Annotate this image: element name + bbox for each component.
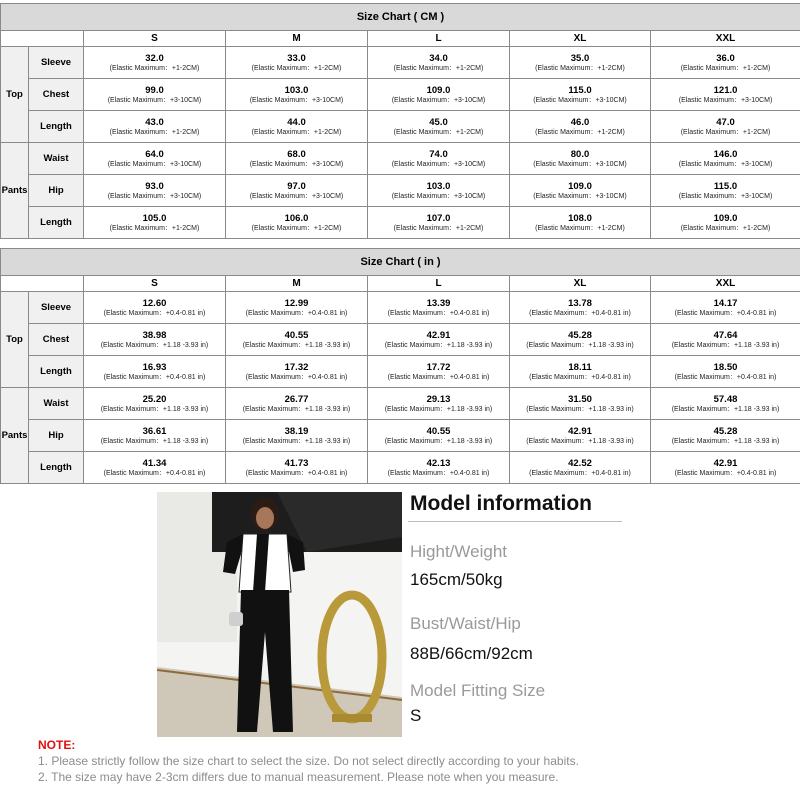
elastic-note: (Elastic Maximum：+0.4-0.81 in) [245,309,348,317]
cm-chart-size-header: XL [510,31,651,47]
measurement-value: 109.0 [713,212,738,224]
cm-chart-value-cell [226,79,368,111]
elastic-note: (Elastic Maximum：+1-2CM) [535,224,625,232]
measurement-value: 45.0 [429,116,448,128]
measurement-value: 34.0 [429,52,448,64]
in-chart-value-cell [368,324,510,356]
elastic-note: (Elastic Maximum：+0.4-0.81 in) [103,373,206,381]
in-chart-value-cell [368,452,510,484]
cm-chart-row [1,79,800,111]
elastic-note: (Elastic Maximum：+3-10CM) [678,96,773,104]
in-chart-row [1,356,800,388]
elastic-note: (Elastic Maximum：+1-2CM) [680,224,771,232]
in-chart-measure-label: Hip [29,420,84,452]
measurement-value: 47.0 [716,116,735,128]
measurement-value: 80.0 [570,148,590,160]
elastic-note: (Elastic Maximum：+3-10CM) [249,192,344,200]
elastic-note: (Elastic Maximum：+3-10CM) [249,160,344,168]
cm-chart-row [1,111,800,143]
measurement-value: 109.0 [568,180,592,192]
model-info-title: Model information [410,492,592,515]
cm-chart-group-label: Pants [1,143,29,239]
cm-chart-measure-label: Hip [29,175,84,207]
in-chart-value-cell [368,292,510,324]
elastic-note: (Elastic Maximum：+1.18 -3.93 in) [384,437,493,445]
in-chart-value-cell [84,324,226,356]
height-weight-value: 165cm/50kg [410,570,503,589]
elastic-note: (Elastic Maximum：+1.18 -3.93 in) [671,437,780,445]
measurement-value: 42.52 [568,457,592,469]
cm-chart-value-cell [368,175,510,207]
note-line-1: 1. Please strictly follow the size chart to select the size. Do not select directly according to your habits. [38,754,579,768]
in-chart-measure-label: Waist [29,388,84,420]
in-chart-value-cell [510,388,651,420]
in-chart-value-cell [84,452,226,484]
in-chart-size-header: XL [510,276,651,292]
measurement-value: 13.39 [426,297,451,309]
in-chart-value-cell [84,292,226,324]
measurement-value: 93.0 [145,180,164,192]
size-chart-in [0,248,800,484]
in-chart-title: Size Chart ( in ) [1,249,800,276]
cm-chart-value-cell [226,143,368,175]
measurement-value: 17.32 [284,361,309,373]
cm-chart-value-cell [226,47,368,79]
in-chart-value-cell [84,420,226,452]
model-photo-illustration [157,492,402,737]
in-chart-row [1,292,800,324]
measurement-value: 42.91 [713,457,738,469]
model-info-divider [408,521,622,522]
measurement-value: 74.0 [429,148,448,160]
cm-chart-value-cell [368,143,510,175]
elastic-note: (Elastic Maximum：+3-10CM) [533,96,627,104]
elastic-note: (Elastic Maximum：+0.4-0.81 in) [103,309,206,317]
elastic-note: (Elastic Maximum：+3-10CM) [391,192,486,200]
in-chart-value-cell [84,388,226,420]
in-chart-value-cell [368,388,510,420]
elastic-note: (Elastic Maximum：+1.18 -3.93 in) [242,405,351,413]
in-chart-row [1,388,800,420]
in-chart-value-cell [651,388,800,420]
cm-chart-value-cell [510,79,651,111]
in-chart-value-cell [226,388,368,420]
measurement-value: 97.0 [287,180,306,192]
measurement-value: 17.72 [426,361,451,373]
elastic-note: (Elastic Maximum：+1-2CM) [393,64,484,72]
elastic-note: (Elastic Maximum：+1-2CM) [109,224,200,232]
measurement-value: 14.17 [713,297,738,309]
in-chart-row [1,324,800,356]
measurement-value: 64.0 [145,148,164,160]
elastic-note: (Elastic Maximum：+1-2CM) [109,128,200,136]
cm-chart-value-cell [510,175,651,207]
measurement-value: 46.0 [570,116,590,128]
elastic-note: (Elastic Maximum：+1.18 -3.93 in) [384,341,493,349]
in-chart-value-cell [368,356,510,388]
cm-chart-value-cell [84,79,226,111]
in-chart-measure-label: Chest [29,324,84,356]
elastic-note: (Elastic Maximum：+1-2CM) [251,224,342,232]
measurement-value: 103.0 [284,84,309,96]
in-chart-value-cell [651,324,800,356]
in-chart-value-cell [510,356,651,388]
cm-chart-value-cell [84,143,226,175]
elastic-note: (Elastic Maximum：+1.18 -3.93 in) [100,341,209,349]
cm-chart-value-cell [651,111,800,143]
elastic-note: (Elastic Maximum：+1.18 -3.93 in) [671,405,780,413]
cm-chart-size-header: XXL [651,31,800,47]
in-chart-measure-label: Sleeve [29,292,84,324]
measurement-value: 38.98 [142,329,167,341]
measurement-value: 103.0 [426,180,451,192]
measurement-value: 13.78 [568,297,592,309]
in-chart-value-cell [226,356,368,388]
cm-chart-value-cell [651,207,800,239]
measurement-value: 105.0 [142,212,167,224]
measurement-value: 45.28 [713,425,738,437]
measurement-value: 106.0 [284,212,309,224]
in-chart-row [1,452,800,484]
measurement-value: 12.60 [142,297,167,309]
in-chart-value-cell [510,452,651,484]
cm-chart-row [1,143,800,175]
elastic-note: (Elastic Maximum：+0.4-0.81 in) [245,373,348,381]
in-chart-value-cell [226,420,368,452]
bust-waist-hip-value: 88B/66cm/92cm [410,644,533,663]
elastic-note: (Elastic Maximum：+1-2CM) [680,64,771,72]
measurement-value: 40.55 [284,329,309,341]
measurement-value: 43.0 [145,116,164,128]
cm-chart-size-header: S [84,31,226,47]
in-chart-value-cell [510,324,651,356]
measurement-value: 68.0 [287,148,306,160]
in-chart-value-cell [651,452,800,484]
elastic-note: (Elastic Maximum：+1-2CM) [109,64,200,72]
fitting-size-label: Model Fitting Size [410,681,546,700]
elastic-note: (Elastic Maximum：+0.4-0.81 in) [674,469,777,477]
elastic-note: (Elastic Maximum：+0.4-0.81 in) [674,309,777,317]
in-chart-value-cell [226,452,368,484]
cm-chart-value-cell [651,79,800,111]
measurement-value: 18.50 [713,361,738,373]
elastic-note: (Elastic Maximum：+3-10CM) [391,96,486,104]
measurement-value: 109.0 [426,84,451,96]
in-chart-value-cell [651,420,800,452]
in-chart-size-header: XXL [651,276,800,292]
cm-chart-measure-label: Waist [29,143,84,175]
elastic-note: (Elastic Maximum：+3-10CM) [107,192,202,200]
in-chart-value-cell [226,324,368,356]
fitting-size-value: S [410,706,422,725]
elastic-note: (Elastic Maximum：+0.4-0.81 in) [387,469,490,477]
cm-chart-value-cell [226,207,368,239]
measurement-value: 35.0 [570,52,590,64]
elastic-note: (Elastic Maximum：+1-2CM) [251,64,342,72]
cm-chart-row [1,47,800,79]
in-chart-measure-label: Length [29,452,84,484]
measurement-value: 121.0 [713,84,738,96]
cm-chart-value-cell [226,111,368,143]
cm-chart-measure-label: Sleeve [29,47,84,79]
in-chart-group-label: Top [1,292,29,388]
measurement-value: 25.20 [142,393,167,405]
elastic-note: (Elastic Maximum：+3-10CM) [678,160,773,168]
elastic-note: (Elastic Maximum：+0.4-0.81 in) [245,469,348,477]
elastic-note: (Elastic Maximum：+1.18 -3.93 in) [671,341,780,349]
measurement-value: 47.64 [713,329,738,341]
size-chart-cm [0,3,800,239]
cm-chart-value-cell [84,111,226,143]
cm-chart-measure-label: Length [29,111,84,143]
elastic-note: (Elastic Maximum：+3-10CM) [249,96,344,104]
measurement-value: 18.11 [568,361,592,373]
elastic-note: (Elastic Maximum：+0.4-0.81 in) [387,309,490,317]
measurement-value: 108.0 [568,212,592,224]
elastic-note: (Elastic Maximum：+3-10CM) [678,192,773,200]
measurement-value: 32.0 [145,52,164,64]
elastic-note: (Elastic Maximum：+0.4-0.81 in) [103,469,206,477]
cm-chart-value-cell [368,79,510,111]
note-line-2: 2. The size may have 2-3cm differs due to manual measurement. Please note when you measure. [38,770,559,784]
cm-chart-row [1,175,800,207]
in-chart-group-label: Pants [1,388,29,484]
elastic-note: (Elastic Maximum：+1-2CM) [680,128,771,136]
elastic-note: (Elastic Maximum：+3-10CM) [533,160,627,168]
measurement-value: 99.0 [145,84,164,96]
elastic-note: (Elastic Maximum：+1.18 -3.93 in) [100,437,209,445]
cm-chart-row [1,207,800,239]
elastic-note: (Elastic Maximum：+0.4-0.81 in) [529,309,631,317]
measurement-value: 146.0 [713,148,738,160]
measurement-value: 33.0 [287,52,306,64]
measurement-value: 42.91 [568,425,592,437]
cm-chart-value-cell [84,47,226,79]
elastic-note: (Elastic Maximum：+3-10CM) [107,160,202,168]
elastic-note: (Elastic Maximum：+0.4-0.81 in) [387,373,490,381]
elastic-note: (Elastic Maximum：+1-2CM) [535,64,625,72]
cm-chart-value-cell [510,47,651,79]
cm-chart-corner [1,31,84,47]
cm-chart-group-label: Top [1,47,29,143]
elastic-note: (Elastic Maximum：+0.4-0.81 in) [674,373,777,381]
in-chart-value-cell [510,420,651,452]
elastic-note: (Elastic Maximum：+3-10CM) [391,160,486,168]
measurement-value: 44.0 [287,116,306,128]
measurement-value: 42.91 [426,329,451,341]
elastic-note: (Elastic Maximum：+3-10CM) [533,192,627,200]
elastic-note: (Elastic Maximum：+1.18 -3.93 in) [526,437,634,445]
cm-chart-value-cell [226,175,368,207]
cm-chart-size-header: L [368,31,510,47]
elastic-note: (Elastic Maximum：+1.18 -3.93 in) [242,341,351,349]
elastic-note: (Elastic Maximum：+1.18 -3.93 in) [526,405,634,413]
in-chart-size-header: S [84,276,226,292]
measurement-value: 41.73 [284,457,309,469]
cm-chart-title: Size Chart ( CM ) [1,4,800,31]
measurement-value: 115.0 [713,180,738,192]
cm-chart-value-cell [651,47,800,79]
measurement-value: 45.28 [568,329,592,341]
measurement-value: 40.55 [426,425,451,437]
bust-waist-hip-label: Bust/Waist/Hip [410,614,521,633]
in-chart-value-cell [368,420,510,452]
measurement-value: 16.93 [142,361,167,373]
in-chart-value-cell [651,292,800,324]
height-weight-label: Hight/Weight [410,542,508,561]
in-chart-size-header: M [226,276,368,292]
measurement-value: 31.50 [568,393,592,405]
measurement-value: 41.34 [142,457,167,469]
cm-chart-value-cell [368,207,510,239]
in-chart-measure-label: Length [29,356,84,388]
cm-chart-measure-label: Chest [29,79,84,111]
cm-chart-value-cell [510,207,651,239]
cm-chart-value-cell [84,207,226,239]
elastic-note: (Elastic Maximum：+1.18 -3.93 in) [526,341,634,349]
in-chart-value-cell [510,292,651,324]
elastic-note: (Elastic Maximum：+1-2CM) [251,128,342,136]
in-chart-value-cell [651,356,800,388]
measurement-value: 12.99 [284,297,309,309]
in-chart-size-header: L [368,276,510,292]
measurement-value: 36.61 [142,425,167,437]
in-chart-corner [1,276,84,292]
measurement-value: 107.0 [426,212,451,224]
in-chart-value-cell [84,356,226,388]
cm-chart-value-cell [368,111,510,143]
cm-chart-value-cell [510,111,651,143]
model-photo [157,492,402,737]
measurement-value: 57.48 [713,393,738,405]
elastic-note: (Elastic Maximum：+1.18 -3.93 in) [100,405,209,413]
cm-chart-size-header: M [226,31,368,47]
cm-chart-measure-label: Length [29,207,84,239]
measurement-value: 42.13 [426,457,451,469]
measurement-value: 29.13 [426,393,451,405]
elastic-note: (Elastic Maximum：+1.18 -3.93 in) [242,437,351,445]
in-chart-row [1,420,800,452]
elastic-note: (Elastic Maximum：+0.4-0.81 in) [529,373,631,381]
elastic-note: (Elastic Maximum：+3-10CM) [107,96,202,104]
cm-chart-value-cell [651,175,800,207]
cm-chart-value-cell [84,175,226,207]
measurement-value: 38.19 [284,425,309,437]
elastic-note: (Elastic Maximum：+1-2CM) [535,128,625,136]
elastic-note: (Elastic Maximum：+1.18 -3.93 in) [384,405,493,413]
note-title: NOTE: [38,738,76,752]
elastic-note: (Elastic Maximum：+1-2CM) [393,224,484,232]
cm-chart-value-cell [651,143,800,175]
cm-chart-value-cell [368,47,510,79]
elastic-note: (Elastic Maximum：+1-2CM) [393,128,484,136]
in-chart-value-cell [226,292,368,324]
cm-chart-value-cell [510,143,651,175]
measurement-value: 36.0 [716,52,735,64]
elastic-note: (Elastic Maximum：+0.4-0.81 in) [529,469,631,477]
measurement-value: 26.77 [284,393,309,405]
measurement-value: 115.0 [568,84,592,96]
